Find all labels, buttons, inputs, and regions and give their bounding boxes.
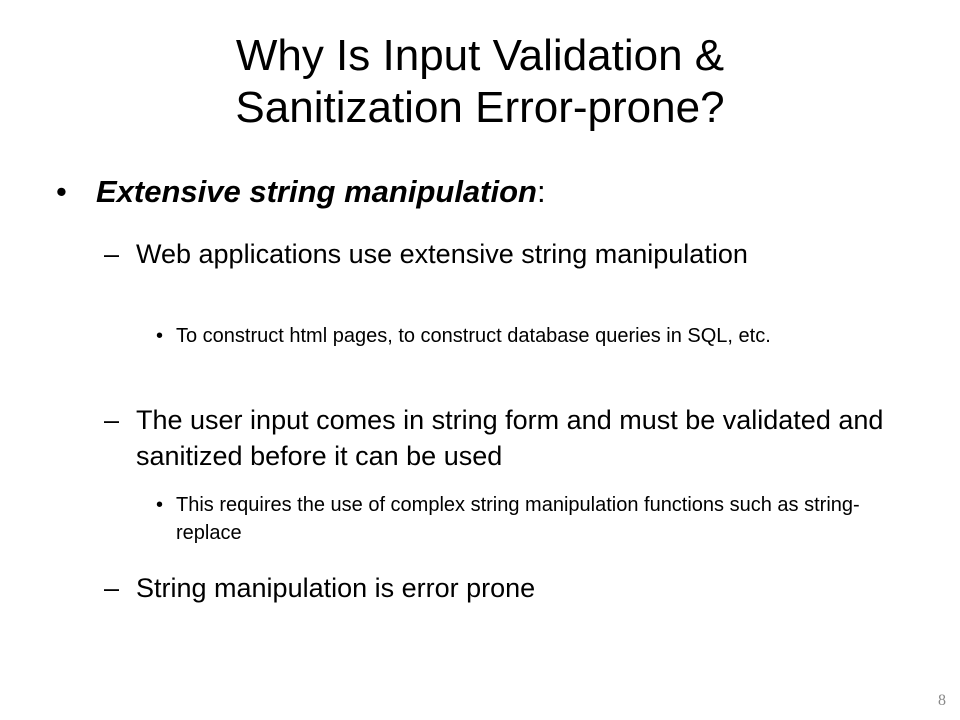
detail-bullet-1	[156, 322, 876, 350]
main-bullet-suffix: :	[536, 174, 546, 209]
sub-bullet-1	[104, 236, 884, 272]
detail-bullet-2	[156, 491, 876, 547]
main-bullet-text	[96, 172, 546, 212]
main-bullet-emphasis: Extensive string manipulation	[96, 174, 537, 209]
slide-title	[0, 30, 960, 134]
page-number: 8	[938, 692, 946, 709]
sub-bullet-3-text: String manipulation is error prone	[136, 573, 536, 603]
sub-bullet-2-text: The user input comes in string form and must be validated and sanitized before it can be used	[136, 405, 884, 471]
dash-icon: –	[104, 573, 120, 603]
dash-icon: –	[104, 405, 120, 435]
detail-bullet-1-text: To construct html pages, to construct database queries in SQL, etc.	[176, 325, 771, 347]
bullet-dot-icon: •	[156, 494, 164, 516]
bullet-dot-icon: •	[156, 325, 164, 347]
sub-bullet-2	[104, 402, 884, 474]
bullet-dot-icon: •	[56, 174, 67, 209]
slide-title-line-1: Why Is Input Validation &	[235, 31, 725, 80]
sub-bullet-3	[104, 570, 884, 606]
sub-bullet-1-text: Web applications use extensive string manipulation	[136, 239, 748, 269]
slide-title-line-2: Sanitization Error-prone?	[235, 83, 725, 132]
detail-bullet-2-text: This requires the use of complex string manipulation functions such as string-replace	[176, 494, 860, 544]
dash-icon: –	[104, 239, 120, 269]
